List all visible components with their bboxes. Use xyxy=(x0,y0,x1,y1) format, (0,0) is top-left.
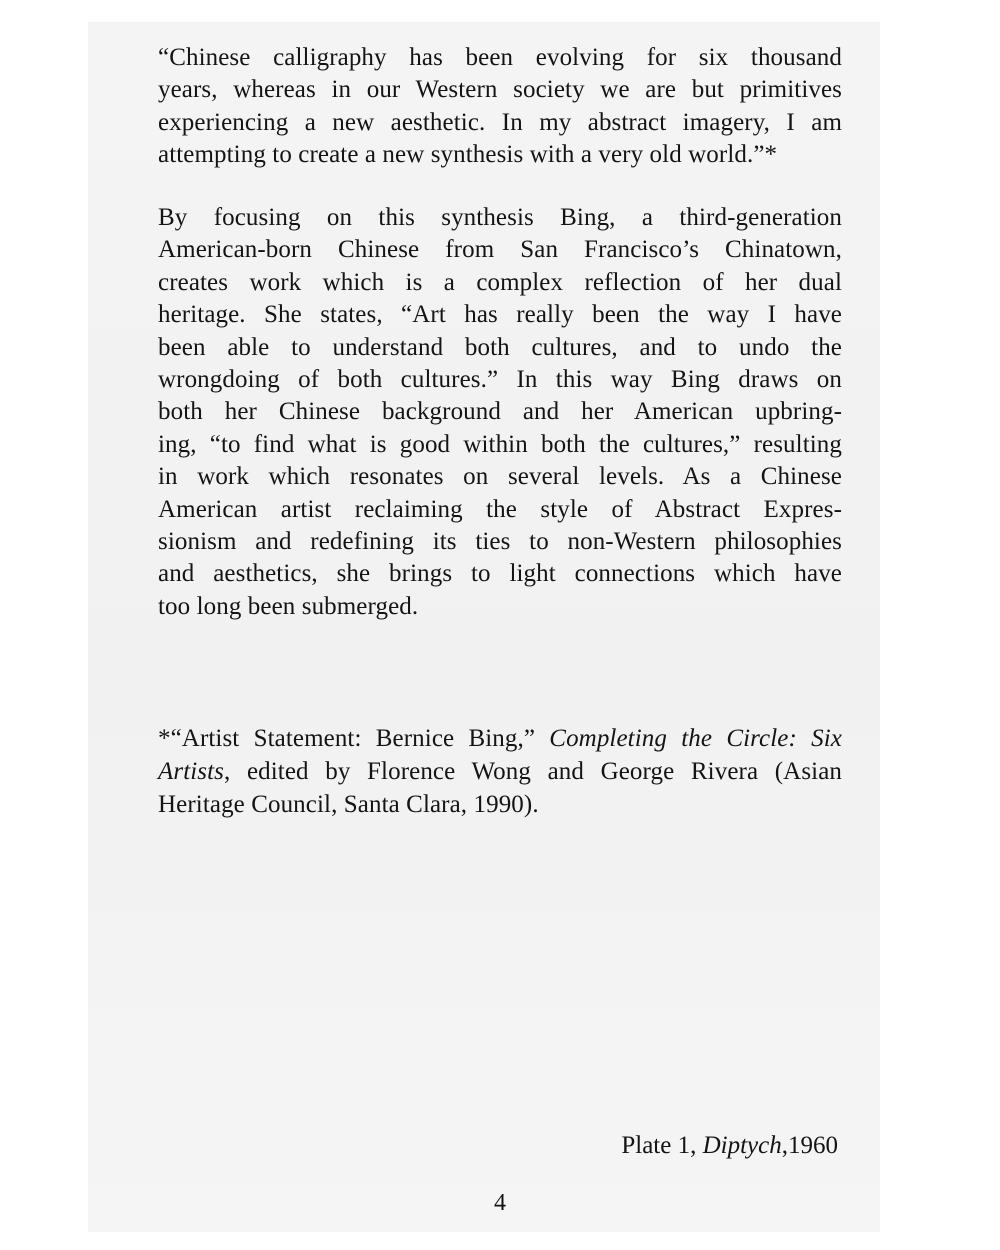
footnote-line xyxy=(158,755,842,788)
paragraph-line: heritage. She states, “Art has really been the way I have xyxy=(158,301,842,329)
footnote xyxy=(158,722,842,821)
footnote-line: Heritage Council, Santa Clara, 1990). xyxy=(158,791,539,818)
page-number: 4 xyxy=(494,1190,506,1216)
footnote-book-title-cont: Artists xyxy=(158,758,224,785)
footnote-book-title: Completing the Circle: Six xyxy=(549,725,842,752)
paragraph-line: been able to understand both cultures, and to undo the xyxy=(158,333,842,361)
paragraph-line: By focusing on this synthesis Bing, a third-generation xyxy=(158,204,842,231)
plate-caption xyxy=(621,1132,838,1160)
paragraph-line: ing, “to find what is good within both the cultures,” resulting xyxy=(158,430,842,458)
footnote-citation-text: *“Artist Statement: Bernice Bing,” xyxy=(158,725,550,752)
body-paragraph xyxy=(158,202,842,623)
caption-title: Diptych xyxy=(702,1132,782,1159)
artist-quote xyxy=(158,42,842,172)
paragraph-line: too long been submerged. xyxy=(158,592,419,620)
paragraph-line: creates work which is a complex reflection of her dual xyxy=(158,268,842,296)
footnote-line xyxy=(158,722,842,755)
paragraph-line: both her Chinese background and her American upbring- xyxy=(158,398,842,426)
quote-line: “Chinese calligraphy has been evolving for six thousand xyxy=(158,44,842,71)
paragraph-line: and aesthetics, she brings to light connections which have xyxy=(158,560,842,588)
paragraph-line: wrongdoing of both cultures.” In this way Bing draws on xyxy=(158,366,842,394)
paragraph-line: sionism and redefining its ties to non-Western philosophies xyxy=(158,528,842,556)
paragraph-line: in work which resonates on several levels. As a Chinese xyxy=(158,463,842,491)
paragraph-line: American-born Chinese from San Francisco’s Chinatown, xyxy=(158,236,842,264)
quote-line: years, whereas in our Western society we are but primitives xyxy=(158,76,842,104)
caption-year: ,1960 xyxy=(781,1132,838,1159)
caption-prefix: Plate 1, xyxy=(621,1132,703,1159)
paragraph-line: American artist reclaiming the style of Abstract Expres- xyxy=(158,495,842,523)
quote-line: attempting to create a new synthesis with a very old world.”* xyxy=(158,141,778,169)
quote-line: experiencing a new aesthetic. In my abstract imagery, I am xyxy=(158,108,842,136)
footnote-editors: , edited by Florence Wong and George Rivera (Asian xyxy=(224,758,842,785)
